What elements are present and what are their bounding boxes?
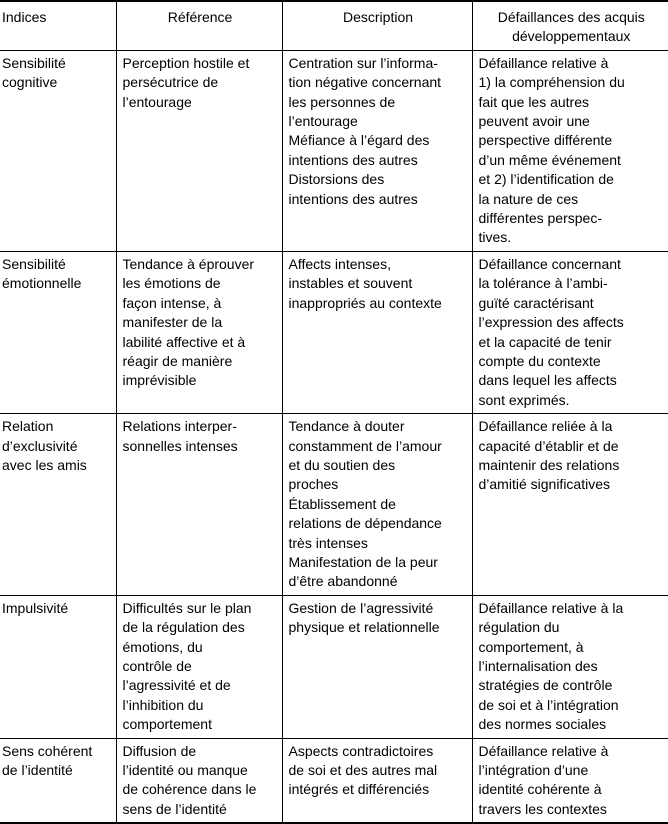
cell-defaillances: Défaillance reliée à la capacité d’établir et de maintenir des relations d’amitié significatives bbox=[472, 414, 668, 596]
header-defaillances: Défaillances des acquis développementaux bbox=[472, 1, 668, 50]
cell-reference: Perception hostile et persécutrice de l’entourage bbox=[116, 50, 282, 251]
cell-reference: Relations interper- sonnelles intenses bbox=[116, 414, 282, 596]
table-row bbox=[0, 50, 668, 251]
cell-defaillances: Défaillance relative à la régulation du comportement, à l’internalisation des stratégies de contrôle de soi et à l’intégration des normes sociales bbox=[472, 595, 668, 738]
table-row bbox=[0, 414, 668, 596]
cell-reference: Tendance à éprouver les émotions de façon intense, à manifester de la labilité affective et à réagir de manière imprévisible bbox=[116, 251, 282, 413]
cell-indice: Sens cohérent de l’identité bbox=[2, 742, 93, 779]
cell-defaillances: Défaillance concernant la tolérance à l’ambi- guïté caractérisant l’expression des affects et la capacité de tenir compte du contexte dans lequel les affects sont exprimés. bbox=[472, 251, 668, 413]
cell-indice: Sensibilité émotionnelle bbox=[2, 255, 82, 292]
header-reference: Référence bbox=[116, 1, 282, 50]
cell-indice: Impulsivité bbox=[2, 599, 69, 616]
table-header-row bbox=[0, 1, 668, 50]
header-description: Description bbox=[282, 1, 472, 50]
cell-reference: Diffusion de l’identité ou manque de cohérence dans le sens de l’identité bbox=[116, 738, 282, 823]
cell-defaillances: Défaillance relative à 1) la compréhension du fait que les autres peuvent avoir une perspective différente d’un même événement et 2) l’identification de la nature de ces différentes perspec- tives. bbox=[472, 50, 668, 251]
cell-defaillances: Défaillance relative à l’intégration d’une identité cohérente à travers les contextes bbox=[472, 738, 668, 823]
table-row bbox=[0, 595, 668, 738]
table-row bbox=[0, 738, 668, 823]
cell-description: Gestion de l’agressivité physique et relationnelle bbox=[282, 595, 472, 738]
cell-description: Tendance à douter constamment de l’amour et du soutien des proches Établissement de relations de dépendance très intenses Manifestation de la peur d’être abandonné bbox=[282, 414, 472, 596]
cell-indice: Sensibilité cognitive bbox=[2, 54, 66, 91]
cell-indice: Relation d’exclusivité avec les amis bbox=[2, 418, 87, 473]
cell-description: Centration sur l’informa- tion négative concernant les personnes de l’entourage Méfiance à l’égard des intentions des autres Distorsions des intentions des autres bbox=[282, 50, 472, 251]
cell-reference: Difficultés sur le plan de la régulation des émotions, du contrôle de l’agressivité et de l’inhibition du comportement bbox=[116, 595, 282, 738]
table-row bbox=[0, 251, 668, 413]
header-indices: Indices bbox=[2, 9, 47, 25]
cell-description: Aspects contradictoires de soi et des autres mal intégrés et différenciés bbox=[282, 738, 472, 823]
cell-description: Affects intenses, instables et souvent inappropriés au contexte bbox=[282, 251, 472, 413]
